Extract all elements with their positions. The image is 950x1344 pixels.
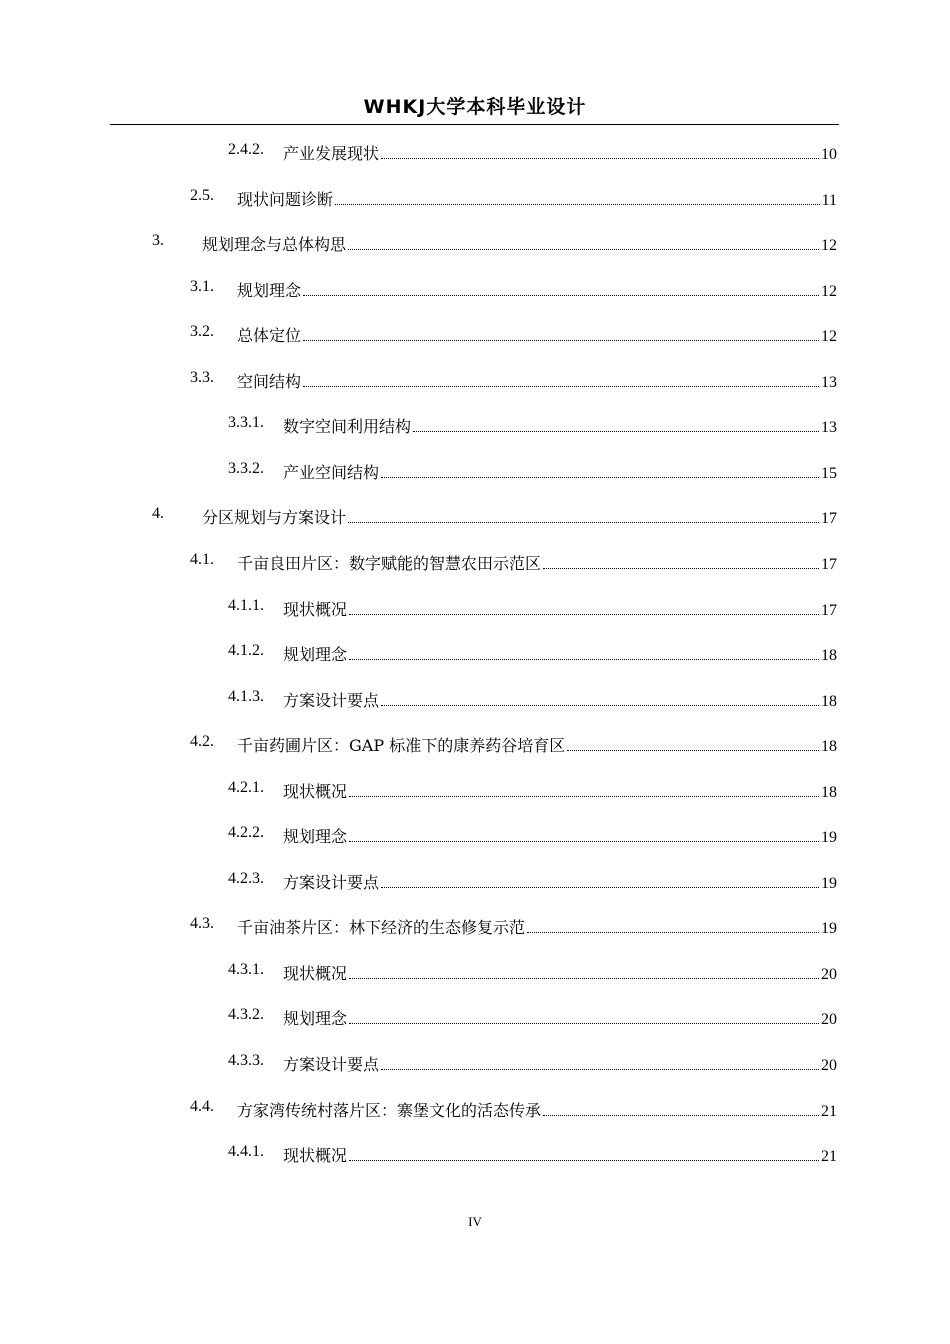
toc-entry-page: 20 <box>821 1011 837 1029</box>
toc-entry-title: 现状概况 <box>283 1146 348 1166</box>
toc-entry-title: 千亩油茶片区：林下经济的生态修复示范 <box>237 918 526 938</box>
toc-dot-leader <box>381 158 819 159</box>
toc-entry-title: 产业发展现状 <box>283 144 380 163</box>
toc-entry-page: 20 <box>821 1057 837 1074</box>
toc-entry-line <box>237 915 837 938</box>
toc-entry-page: 17 <box>821 510 837 528</box>
toc-entry-title: 现状概况 <box>283 963 348 983</box>
toc-entry[interactable] <box>0 222 950 262</box>
toc-entry-title: 规划理念与总体构思 <box>202 235 347 255</box>
toc-entry-page: 19 <box>821 874 837 892</box>
toc-entry-number: 3.1. <box>190 277 214 295</box>
toc-entry-title: 方家湾传统村落片区：寨堡文化的活态传承 <box>237 1100 542 1120</box>
toc-dot-leader <box>349 1023 819 1024</box>
toc-entry-line <box>283 597 837 620</box>
toc-dot-leader <box>303 386 819 387</box>
toc-entry-title: 现状概况 <box>283 599 348 619</box>
toc-entry-page: 20 <box>821 965 837 983</box>
toc-entry-page: 18 <box>821 738 837 756</box>
toc-entry-title: 千亩药圃片区：GAP 标准下的康养药谷培育区 <box>237 736 566 756</box>
toc-entry[interactable] <box>0 1133 950 1173</box>
toc-entry-line <box>283 824 837 847</box>
toc-entry[interactable] <box>0 131 950 171</box>
toc-dot-leader <box>348 249 819 250</box>
toc-entry[interactable] <box>0 632 950 672</box>
toc-entry-title: 规划理念 <box>283 827 348 847</box>
toc-entry[interactable] <box>0 313 950 353</box>
toc-dot-leader <box>349 614 819 615</box>
toc-entry-line <box>237 278 837 301</box>
toc-dot-leader <box>543 1115 819 1116</box>
toc-entry-line <box>283 414 837 437</box>
header-divider <box>110 124 839 125</box>
footer-page-number: IV <box>468 1214 482 1229</box>
toc-entry-line <box>237 187 837 210</box>
toc-dot-leader <box>381 887 819 888</box>
toc-entry[interactable] <box>0 495 950 535</box>
toc-entry-number: 3.3. <box>190 368 214 386</box>
toc-entry-line <box>283 642 837 665</box>
toc-entry-number: 4. <box>152 505 164 523</box>
toc-entry-title: 空间结构 <box>237 371 302 391</box>
toc-entry-page: 11 <box>821 191 837 209</box>
toc-dot-leader <box>349 659 819 660</box>
toc-dot-leader <box>348 522 819 523</box>
toc-entry-line <box>202 505 837 528</box>
toc-entry-page: 15 <box>821 464 837 482</box>
toc-entry-line <box>237 551 837 574</box>
toc-entry-page: 17 <box>821 555 837 573</box>
toc-entry-number: 4.4.1. <box>228 1143 264 1161</box>
toc-dot-leader <box>567 750 819 751</box>
toc-dot-leader <box>349 841 819 842</box>
toc-entry-title: 总体定位 <box>237 326 302 346</box>
toc-entry-title: 产业空间结构 <box>283 462 380 482</box>
toc-entry-page: 12 <box>821 237 837 255</box>
toc-entry[interactable] <box>0 450 950 490</box>
toc-entry-number: 3. <box>152 232 164 250</box>
toc-entry-number: 4.2. <box>190 733 214 751</box>
toc-entry[interactable] <box>0 905 950 945</box>
toc-entry[interactable] <box>0 359 950 399</box>
toc-entry-page: 17 <box>821 601 837 619</box>
toc-entry[interactable] <box>0 1088 950 1128</box>
toc-entry-title: 方案设计要点 <box>283 690 380 710</box>
toc-entry-page: 21 <box>821 1148 837 1166</box>
toc-entry-line <box>237 1098 837 1121</box>
toc-entry-page: 12 <box>821 282 837 300</box>
toc-entry-number: 2.4.2. <box>228 141 264 158</box>
toc-entry[interactable] <box>0 860 950 900</box>
toc-dot-leader <box>335 204 820 205</box>
toc-entry-page: 12 <box>821 328 837 346</box>
toc-entry-number: 4.2.3. <box>228 869 264 887</box>
toc-dot-leader <box>527 932 819 933</box>
toc-entry-title: 现状问题诊断 <box>237 189 334 209</box>
toc-entry-page: 19 <box>821 829 837 847</box>
toc-entry[interactable] <box>0 541 950 581</box>
toc-entry-page: 18 <box>821 783 837 801</box>
toc-entry-title: 现状概况 <box>283 781 348 801</box>
toc-entry[interactable] <box>0 814 950 854</box>
toc-entry-line <box>283 1052 837 1075</box>
toc-entry-title: 方案设计要点 <box>283 872 380 892</box>
toc-entry[interactable] <box>0 177 950 217</box>
toc-entry[interactable] <box>0 1042 950 1082</box>
toc-entry-number: 4.1.3. <box>228 687 264 705</box>
toc-entry-page: 18 <box>821 692 837 710</box>
toc-entry-page: 13 <box>821 419 837 437</box>
toc-entry-number: 4.1.1. <box>228 596 264 614</box>
toc-entry-title: 千亩良田片区：数字赋能的智慧农田示范区 <box>237 553 542 573</box>
toc-dot-leader <box>381 477 819 478</box>
toc-entry-page: 19 <box>821 920 837 938</box>
toc-entry[interactable] <box>0 996 950 1036</box>
toc-entry-title: 规划理念 <box>283 645 348 665</box>
toc-entry-page: 21 <box>821 1102 837 1120</box>
toc-entry-title: 规划理念 <box>283 1009 348 1029</box>
toc-entry-title: 规划理念 <box>237 280 302 300</box>
toc-dot-leader <box>543 568 819 569</box>
toc-entry-line <box>283 688 837 711</box>
toc-entry-number: 4.3.2. <box>228 1006 264 1024</box>
toc-dot-leader <box>349 796 819 797</box>
toc-entry-line <box>237 369 837 392</box>
toc-entry-line <box>283 141 837 164</box>
toc-entry-number: 3.2. <box>190 323 214 341</box>
toc-entry-number: 4.3.1. <box>228 960 264 978</box>
toc-entry-number: 2.5. <box>190 186 214 204</box>
toc-entry-number: 4.3.3. <box>228 1052 264 1069</box>
toc-entry-line <box>202 232 837 255</box>
toc-entry-number: 4.1. <box>190 550 214 568</box>
toc-entry-number: 3.3.2. <box>228 459 264 477</box>
toc-entry-title: 方案设计要点 <box>283 1055 380 1074</box>
toc-entry-page: 18 <box>821 647 837 665</box>
toc-entry-page: 10 <box>821 146 837 163</box>
toc-entry-line <box>237 733 837 756</box>
toc-dot-leader <box>381 1069 819 1070</box>
toc-entry-line <box>283 460 837 483</box>
toc-dot-leader <box>413 431 819 432</box>
toc-entry[interactable] <box>0 404 950 444</box>
header-title: WHKJ大学本科毕业设计 <box>363 96 587 118</box>
toc-entry-page: 13 <box>821 373 837 391</box>
toc-entry[interactable] <box>0 268 950 308</box>
toc-entry-title: 数字空间利用结构 <box>283 417 412 437</box>
toc-entry[interactable] <box>0 678 950 718</box>
toc-entry-number: 4.2.2. <box>228 824 264 842</box>
toc-dot-leader <box>303 340 819 341</box>
toc-entry-number: 4.1.2. <box>228 642 264 660</box>
toc-entry-line <box>283 961 837 984</box>
toc-entry-line <box>283 1143 837 1166</box>
toc-entry[interactable] <box>0 723 950 763</box>
toc-entry-line <box>283 1006 837 1029</box>
toc-entry-title: 分区规划与方案设计 <box>202 508 347 528</box>
toc-entry-line <box>283 779 837 802</box>
toc-dot-leader <box>381 705 819 706</box>
toc-entry-number: 4.4. <box>190 1097 214 1115</box>
toc-entry-number: 4.2.1. <box>228 778 264 796</box>
toc-entry-number: 3.3.1. <box>228 414 264 432</box>
toc-dot-leader <box>303 295 819 296</box>
toc-entry[interactable] <box>0 587 950 627</box>
toc-entry-line <box>283 870 837 893</box>
toc-entry[interactable] <box>0 951 950 991</box>
toc-dot-leader <box>349 1160 819 1161</box>
toc-entry[interactable] <box>0 769 950 809</box>
toc-entry-line <box>237 323 837 346</box>
toc-entry-number: 4.3. <box>190 915 214 933</box>
toc-dot-leader <box>349 978 819 979</box>
